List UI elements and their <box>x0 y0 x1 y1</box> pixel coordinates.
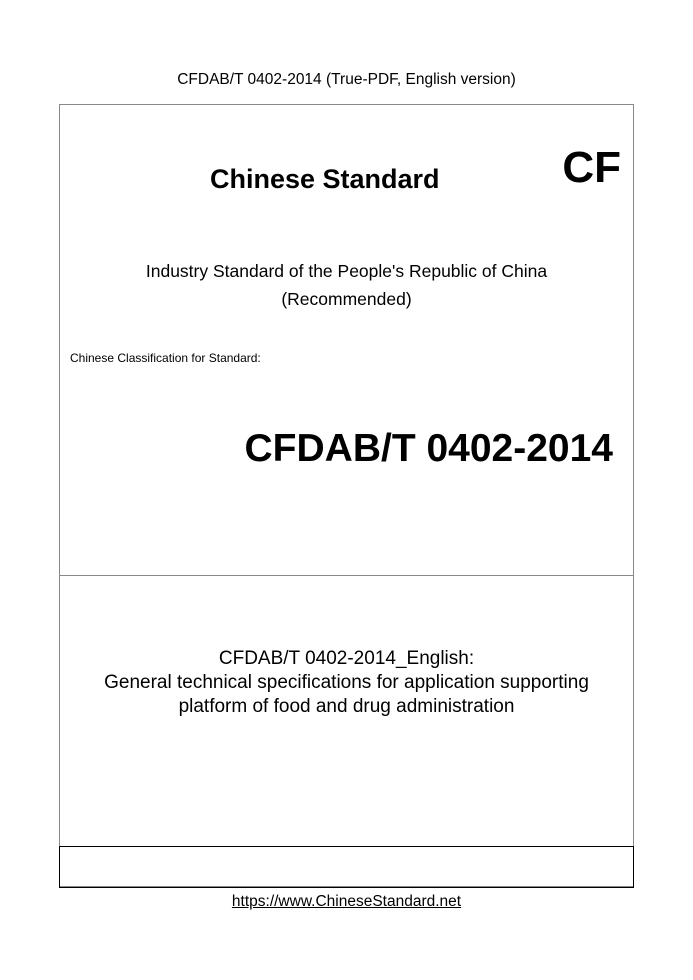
standard-number: CFDAB/T 0402-2014 <box>244 427 613 470</box>
title-line-3: platform of food and drug administration <box>178 696 515 717</box>
website-link[interactable]: https://www.ChineseStandard.net <box>231 893 462 910</box>
industry-line-2: (Recommended) <box>281 289 412 309</box>
title-line-1: CFDAB/T 0402-2014_English: <box>218 648 475 669</box>
page-header: CFDAB/T 0402-2014 (True-PDF, English version) <box>177 71 516 88</box>
title-line-2: General technical specifications for application supporting <box>104 672 589 693</box>
section-divider <box>60 575 633 576</box>
brand-title: Chinese Standard <box>210 164 440 194</box>
bottom-box <box>59 846 634 888</box>
industry-line-1: Industry Standard of the People's Republic of China <box>145 261 548 281</box>
standard-title <box>60 647 633 719</box>
cover-frame <box>59 104 634 887</box>
industry-statement <box>60 257 633 313</box>
brand-code: CF <box>562 143 621 192</box>
classification-label: Chinese Classification for Standard: <box>70 351 261 365</box>
